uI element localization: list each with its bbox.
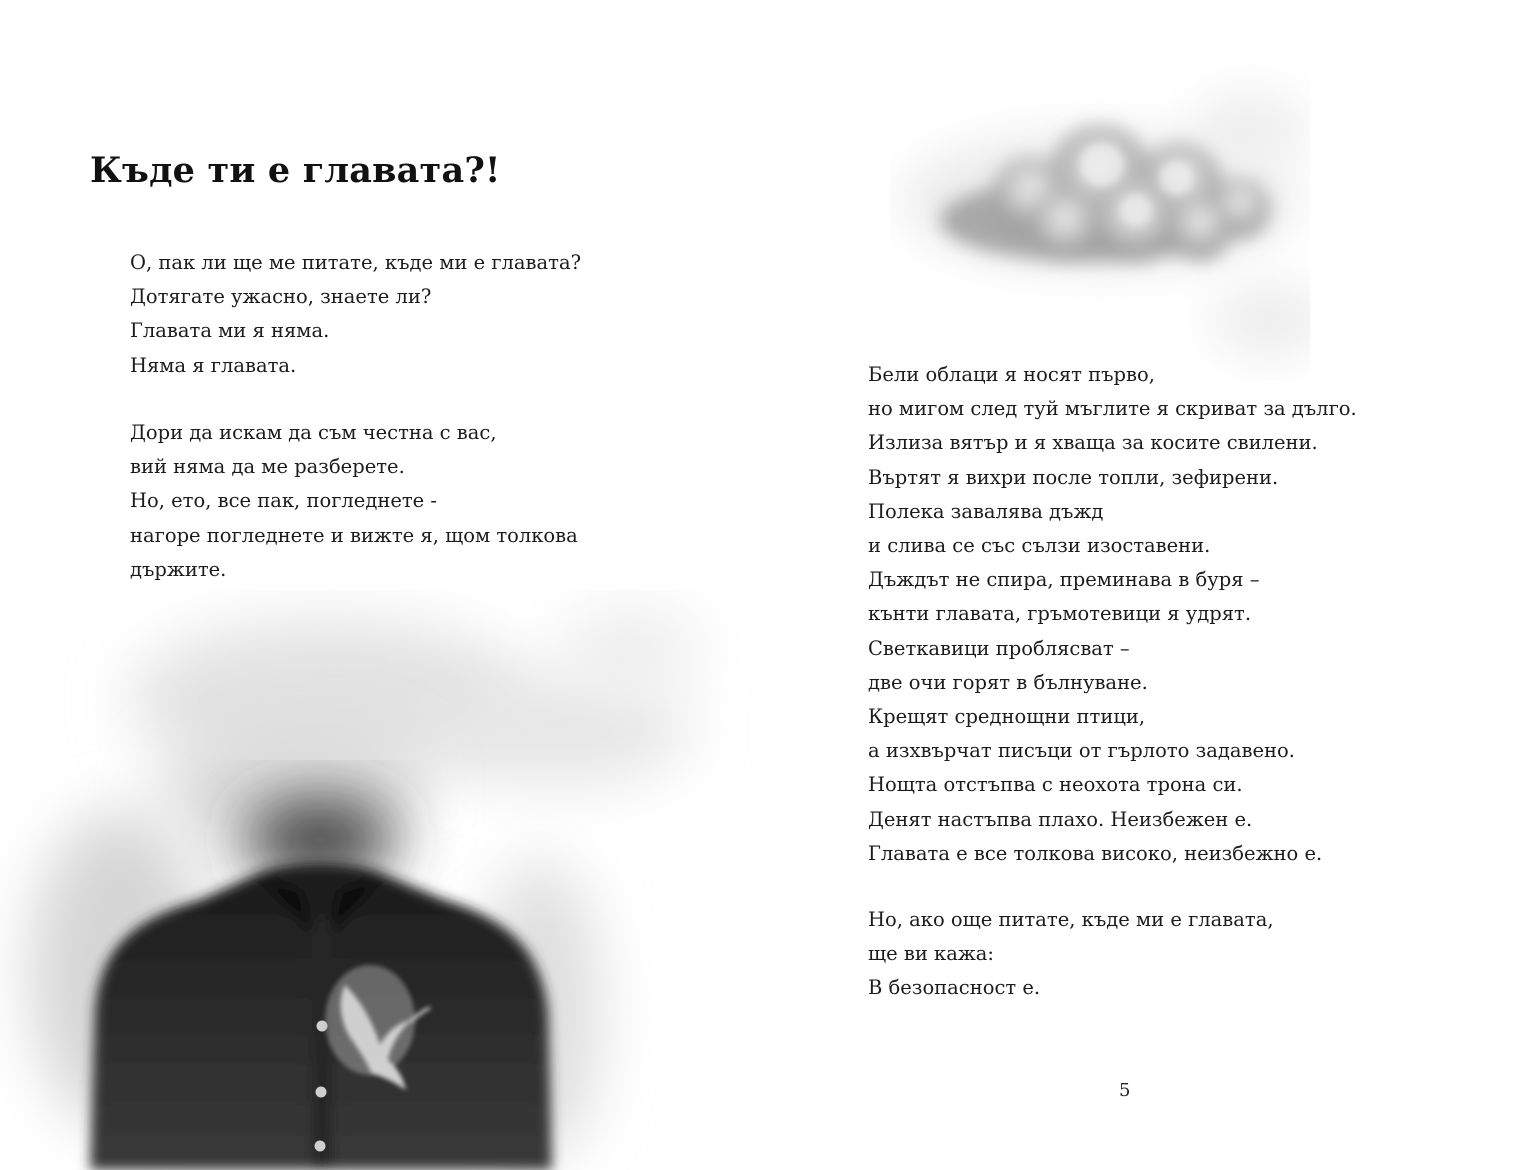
right-page xyxy=(756,0,1513,1170)
stanza xyxy=(868,903,1274,1006)
poem-line: Въртят я вихри после топли, зефирени. xyxy=(868,465,1279,489)
page-number: 5 xyxy=(1119,1080,1131,1101)
stanza xyxy=(130,416,578,587)
poem-line: Но, ето, все пак, погледнете - xyxy=(130,489,437,513)
poem-line: Главата е все толкова високо, неизбежно е. xyxy=(868,841,1323,865)
poem-line: Дори да искам да съм честна с вас, xyxy=(130,421,497,444)
poem-line: но мигом след туй мъглите я скриват за дълго. xyxy=(868,397,1357,421)
poem-line: Светкавици проблясват – xyxy=(868,636,1130,660)
poem-line: нагоре погледнете и вижте я, щом толкова xyxy=(130,523,578,547)
poem-line: Главата ми я няма. xyxy=(130,319,330,343)
left-page xyxy=(0,0,756,1170)
poem-line: Няма я главата. xyxy=(130,353,297,377)
poem-line: кънти главата, гръмотевици я удрят. xyxy=(868,602,1252,626)
stanza xyxy=(130,246,581,383)
stanza xyxy=(868,358,1357,871)
poem-line: Дъждът не спира, преминава в буря – xyxy=(868,568,1260,592)
poem-line: Дотягате ужасно, знаете ли? xyxy=(130,285,432,309)
poem-line: Излиза вятър и я хваща за косите свилени. xyxy=(868,431,1318,455)
poem-line: Бели облаци я носят първо, xyxy=(868,363,1155,386)
poem-line: О, пак ли ще ме питате, къде ми е главата? xyxy=(130,251,582,274)
poem-line: Крещят среднощни птици, xyxy=(868,705,1146,729)
poem-line: Денят настъпва плахо. Неизбежен е. xyxy=(868,807,1253,831)
poem-line: Нощта отстъпва с неохота трона си. xyxy=(868,773,1243,797)
poem-line: Но, ако още питате, къде ми е главата, xyxy=(868,908,1274,931)
poem-line: и слива се със сълзи изоставени. xyxy=(868,534,1211,558)
poem-line: Полека завалява дъжд xyxy=(868,499,1104,523)
poem-line: вий няма да ме разберете. xyxy=(130,455,405,479)
poem-line: държите. xyxy=(130,557,227,581)
poem-line: две очи горят в бълнуване. xyxy=(868,670,1148,694)
poem-title: Къде ти е главата?! xyxy=(90,150,501,191)
poem-line: а изхвърчат писъци от гърлото задавено. xyxy=(868,739,1295,763)
poem-line: ще ви кажа: xyxy=(868,942,994,966)
poem-line: В безопасност е. xyxy=(868,976,1041,1000)
